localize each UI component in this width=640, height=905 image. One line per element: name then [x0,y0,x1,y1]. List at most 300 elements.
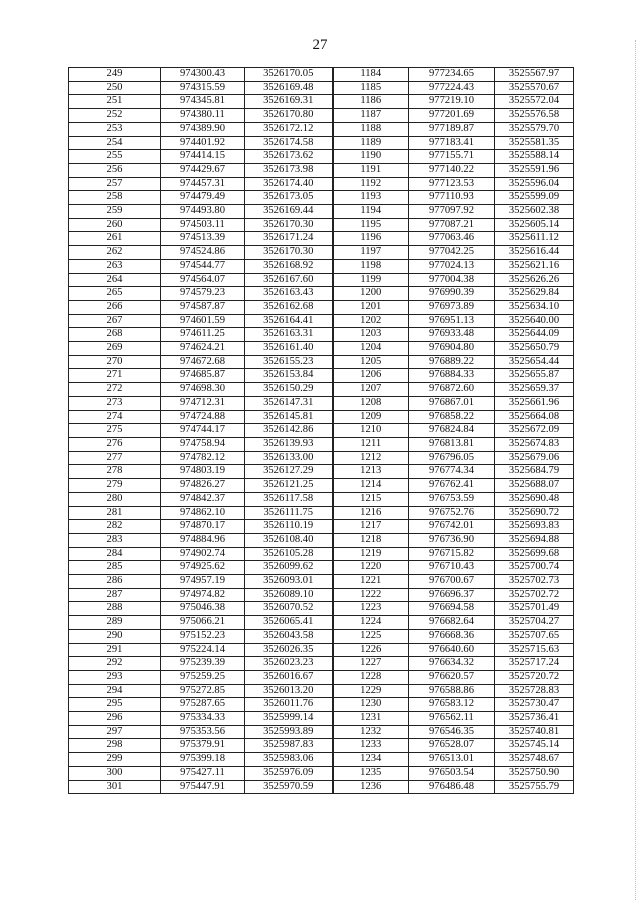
table-cell-y-coordinate: 3526117.58 [245,492,333,506]
table-cell-x-coordinate: 974870.17 [161,520,245,534]
table-cell-y-coordinate: 3525591.96 [495,163,574,177]
table-cell-x-coordinate: 974672.68 [161,355,245,369]
table-cell-y-coordinate: 3525629.84 [495,287,574,301]
table-row [69,342,574,356]
table-row [69,739,574,753]
table-cell-point-number: 1221 [333,575,409,589]
table-cell-point-number: 1192 [333,177,409,191]
table-cell-point-number: 264 [69,273,161,287]
page-number: 27 [312,37,328,53]
table-row [69,451,574,465]
table-cell-x-coordinate: 976710.43 [409,561,495,575]
table-cell-x-coordinate: 974698.30 [161,383,245,397]
table-cell-x-coordinate: 974587.87 [161,300,245,314]
table-cell-point-number: 277 [69,451,161,465]
table-cell-point-number: 1226 [333,643,409,657]
table-cell-point-number: 271 [69,369,161,383]
table-cell-y-coordinate: 3525664.08 [495,410,574,424]
table-row [69,95,574,109]
table-row [69,479,574,493]
table-cell-point-number: 280 [69,492,161,506]
table-cell-point-number: 298 [69,739,161,753]
table-cell-point-number: 268 [69,328,161,342]
table-cell-y-coordinate: 3526153.84 [245,369,333,383]
table-cell-y-coordinate: 3526011.76 [245,698,333,712]
table-cell-y-coordinate: 3526163.31 [245,328,333,342]
table-cell-point-number: 1194 [333,205,409,219]
table-cell-y-coordinate: 3526162.68 [245,300,333,314]
table-cell-y-coordinate: 3525611.12 [495,232,574,246]
table-cell-x-coordinate: 977110.93 [409,191,495,205]
table-cell-point-number: 284 [69,547,161,561]
table-row [69,520,574,534]
table-cell-y-coordinate: 3526121.25 [245,479,333,493]
table-cell-y-coordinate: 3526164.41 [245,314,333,328]
table-cell-point-number: 1223 [333,602,409,616]
table-cell-x-coordinate: 976904.80 [409,342,495,356]
table-cell-x-coordinate: 974457.31 [161,177,245,191]
table-cell-point-number: 258 [69,191,161,205]
table-cell-y-coordinate: 3525736.41 [495,712,574,726]
table-cell-x-coordinate: 977063.46 [409,232,495,246]
table-cell-y-coordinate: 3526171.24 [245,232,333,246]
table-cell-y-coordinate: 3526127.29 [245,465,333,479]
table-cell-x-coordinate: 975287.65 [161,698,245,712]
scan-edge-marks [632,40,636,900]
table-cell-x-coordinate: 974300.43 [161,68,245,82]
table-cell-point-number: 1185 [333,81,409,95]
table-cell-y-coordinate: 3525640.00 [495,314,574,328]
table-cell-point-number: 1225 [333,629,409,643]
table-cell-point-number: 1199 [333,273,409,287]
table-cell-point-number: 1189 [333,136,409,150]
table-row [69,328,574,342]
table-cell-point-number: 296 [69,712,161,726]
table-cell-y-coordinate: 3526173.98 [245,163,333,177]
table-cell-y-coordinate: 3525999.14 [245,712,333,726]
table-cell-x-coordinate: 975379.91 [161,739,245,753]
table-cell-x-coordinate: 975066.21 [161,616,245,630]
table-cell-point-number: 1204 [333,342,409,356]
table-cell-point-number: 1231 [333,712,409,726]
table-row [69,753,574,767]
table-cell-x-coordinate: 976753.59 [409,492,495,506]
table-cell-point-number: 279 [69,479,161,493]
table-cell-y-coordinate: 3526174.40 [245,177,333,191]
table-row [69,533,574,547]
table-cell-y-coordinate: 3525659.37 [495,383,574,397]
table-row [69,629,574,643]
table-cell-y-coordinate: 3525730.47 [495,698,574,712]
table-cell-y-coordinate: 3526108.40 [245,533,333,547]
table-cell-y-coordinate: 3526145.81 [245,410,333,424]
table-cell-x-coordinate: 977140.22 [409,163,495,177]
table-cell-x-coordinate: 976796.05 [409,451,495,465]
table-cell-y-coordinate: 3526161.40 [245,342,333,356]
table-cell-point-number: 286 [69,575,161,589]
table-row [69,780,574,794]
table-cell-x-coordinate: 977087.21 [409,218,495,232]
table-cell-x-coordinate: 974564.07 [161,273,245,287]
table-cell-x-coordinate: 976682.64 [409,616,495,630]
table-cell-point-number: 269 [69,342,161,356]
table-cell-point-number: 292 [69,657,161,671]
table-row [69,150,574,164]
table-cell-y-coordinate: 3525694.88 [495,533,574,547]
table-cell-point-number: 1202 [333,314,409,328]
table-cell-y-coordinate: 3525570.67 [495,81,574,95]
table-cell-y-coordinate: 3525634.10 [495,300,574,314]
table-row [69,383,574,397]
table-cell-y-coordinate: 3526150.29 [245,383,333,397]
table-cell-x-coordinate: 976503.54 [409,766,495,780]
table-cell-point-number: 1200 [333,287,409,301]
table-cell-x-coordinate: 977219.10 [409,95,495,109]
table-cell-point-number: 285 [69,561,161,575]
table-cell-point-number: 1233 [333,739,409,753]
table-cell-y-coordinate: 3525679.06 [495,451,574,465]
table-row [69,547,574,561]
table-cell-y-coordinate: 3525748.67 [495,753,574,767]
table-row [69,698,574,712]
table-row [69,561,574,575]
table-cell-point-number: 261 [69,232,161,246]
table-cell-x-coordinate: 974974.82 [161,588,245,602]
table-cell-point-number: 1213 [333,465,409,479]
table-cell-y-coordinate: 3525672.09 [495,424,574,438]
table-cell-point-number: 1230 [333,698,409,712]
table-row [69,424,574,438]
table-cell-y-coordinate: 3526169.44 [245,205,333,219]
table-cell-x-coordinate: 974803.19 [161,465,245,479]
table-cell-point-number: 250 [69,81,161,95]
table-cell-x-coordinate: 976528.07 [409,739,495,753]
table-cell-y-coordinate: 3526173.05 [245,191,333,205]
table-cell-y-coordinate: 3525576.58 [495,109,574,123]
table-cell-y-coordinate: 3525702.72 [495,588,574,602]
table-row [69,109,574,123]
table-row [69,725,574,739]
coordinates-table-body [69,68,574,794]
table-cell-x-coordinate: 976620.57 [409,670,495,684]
table-cell-point-number: 1207 [333,383,409,397]
table-row [69,712,574,726]
table-cell-point-number: 254 [69,136,161,150]
table-cell-point-number: 283 [69,533,161,547]
table-cell-point-number: 1195 [333,218,409,232]
table-cell-point-number: 251 [69,95,161,109]
table-cell-point-number: 1232 [333,725,409,739]
table-cell-y-coordinate: 3526110.19 [245,520,333,534]
table-row [69,575,574,589]
table-cell-x-coordinate: 974401.92 [161,136,245,150]
table-cell-x-coordinate: 974712.31 [161,396,245,410]
table-cell-point-number: 281 [69,506,161,520]
table-cell-point-number: 1216 [333,506,409,520]
table-cell-point-number: 260 [69,218,161,232]
table-cell-y-coordinate: 3525674.83 [495,437,574,451]
table-cell-point-number: 1215 [333,492,409,506]
table-row [69,273,574,287]
table-cell-y-coordinate: 3526133.00 [245,451,333,465]
table-cell-x-coordinate: 975152.23 [161,629,245,643]
table-cell-x-coordinate: 974957.19 [161,575,245,589]
table-row [69,410,574,424]
table-cell-y-coordinate: 3526142.86 [245,424,333,438]
table-cell-point-number: 1203 [333,328,409,342]
table-cell-y-coordinate: 3526169.48 [245,81,333,95]
table-cell-point-number: 253 [69,122,161,136]
table-cell-point-number: 293 [69,670,161,684]
table-cell-point-number: 259 [69,205,161,219]
table-cell-point-number: 1220 [333,561,409,575]
table-cell-x-coordinate: 977189.87 [409,122,495,136]
table-cell-x-coordinate: 976694.58 [409,602,495,616]
table-cell-x-coordinate: 977224.43 [409,81,495,95]
table-cell-y-coordinate: 3526170.30 [245,246,333,260]
table-row [69,191,574,205]
table-cell-x-coordinate: 977024.13 [409,259,495,273]
table-cell-point-number: 1218 [333,533,409,547]
table-cell-y-coordinate: 3525579.70 [495,122,574,136]
table-cell-point-number: 273 [69,396,161,410]
table-row [69,369,574,383]
table-cell-x-coordinate: 976696.37 [409,588,495,602]
table-cell-point-number: 1196 [333,232,409,246]
table-row [69,81,574,95]
table-cell-point-number: 290 [69,629,161,643]
table-cell-y-coordinate: 3525621.16 [495,259,574,273]
table-cell-x-coordinate: 974884.96 [161,533,245,547]
table-cell-point-number: 294 [69,684,161,698]
table-cell-point-number: 291 [69,643,161,657]
table-cell-x-coordinate: 974842.37 [161,492,245,506]
table-row [69,684,574,698]
table-cell-point-number: 1234 [333,753,409,767]
table-cell-y-coordinate: 3526089.10 [245,588,333,602]
table-cell-y-coordinate: 3525704.27 [495,616,574,630]
table-cell-x-coordinate: 975224.14 [161,643,245,657]
table-row [69,643,574,657]
table-cell-x-coordinate: 976884.33 [409,369,495,383]
table-cell-x-coordinate: 974493.80 [161,205,245,219]
table-cell-y-coordinate: 3526169.31 [245,95,333,109]
table-cell-x-coordinate: 974724.88 [161,410,245,424]
table-cell-point-number: 256 [69,163,161,177]
table-cell-point-number: 1211 [333,437,409,451]
table-row [69,465,574,479]
table-cell-point-number: 267 [69,314,161,328]
table-cell-x-coordinate: 976889.22 [409,355,495,369]
table-cell-y-coordinate: 3525588.14 [495,150,574,164]
table-cell-x-coordinate: 976973.89 [409,300,495,314]
table-row [69,602,574,616]
table-cell-y-coordinate: 3525661.96 [495,396,574,410]
table-cell-x-coordinate: 974414.15 [161,150,245,164]
table-cell-point-number: 287 [69,588,161,602]
table-cell-x-coordinate: 975046.38 [161,602,245,616]
table-row [69,218,574,232]
table-cell-point-number: 1235 [333,766,409,780]
table-row [69,588,574,602]
table-row [69,232,574,246]
table-cell-y-coordinate: 3525702.73 [495,575,574,589]
table-cell-x-coordinate: 976951.13 [409,314,495,328]
table-cell-y-coordinate: 3526111.75 [245,506,333,520]
table-cell-y-coordinate: 3525684.79 [495,465,574,479]
table-row [69,355,574,369]
table-cell-point-number: 262 [69,246,161,260]
table-cell-y-coordinate: 3525602.38 [495,205,574,219]
table-cell-y-coordinate: 3525626.26 [495,273,574,287]
table-cell-point-number: 1229 [333,684,409,698]
table-cell-x-coordinate: 976813.81 [409,437,495,451]
table-cell-y-coordinate: 3525701.49 [495,602,574,616]
table-cell-x-coordinate: 976546.35 [409,725,495,739]
table-cell-y-coordinate: 3525690.48 [495,492,574,506]
table-cell-point-number: 252 [69,109,161,123]
table-cell-y-coordinate: 3526170.05 [245,68,333,82]
table-cell-x-coordinate: 977004.38 [409,273,495,287]
table-cell-point-number: 1214 [333,479,409,493]
table-cell-x-coordinate: 974862.10 [161,506,245,520]
table-cell-point-number: 299 [69,753,161,767]
table-cell-x-coordinate: 975399.18 [161,753,245,767]
table-cell-x-coordinate: 975427.11 [161,766,245,780]
table-cell-y-coordinate: 3526172.12 [245,122,333,136]
table-row [69,246,574,260]
table-cell-point-number: 255 [69,150,161,164]
table-cell-y-coordinate: 3526023.23 [245,657,333,671]
table-row [69,766,574,780]
table-row [69,163,574,177]
table-cell-y-coordinate: 3525970.59 [245,780,333,794]
table-cell-y-coordinate: 3526174.58 [245,136,333,150]
table-cell-y-coordinate: 3525715.63 [495,643,574,657]
table-cell-point-number: 1191 [333,163,409,177]
table-row [69,437,574,451]
table-cell-point-number: 1228 [333,670,409,684]
table-cell-point-number: 1236 [333,780,409,794]
table-cell-x-coordinate: 976486.48 [409,780,495,794]
table-cell-x-coordinate: 974826.27 [161,479,245,493]
table-cell-x-coordinate: 976736.90 [409,533,495,547]
table-cell-x-coordinate: 976513.01 [409,753,495,767]
table-cell-y-coordinate: 3525745.14 [495,739,574,753]
table-cell-x-coordinate: 977183.41 [409,136,495,150]
table-cell-y-coordinate: 3526065.41 [245,616,333,630]
table-cell-y-coordinate: 3526173.62 [245,150,333,164]
table-cell-x-coordinate: 976700.67 [409,575,495,589]
table-cell-x-coordinate: 977201.69 [409,109,495,123]
table-cell-point-number: 301 [69,780,161,794]
table-cell-y-coordinate: 3526155.23 [245,355,333,369]
table-cell-point-number: 300 [69,766,161,780]
table-cell-y-coordinate: 3525976.09 [245,766,333,780]
table-cell-y-coordinate: 3525690.72 [495,506,574,520]
table-cell-x-coordinate: 974380.11 [161,109,245,123]
table-cell-x-coordinate: 976858.22 [409,410,495,424]
table-cell-y-coordinate: 3525596.04 [495,177,574,191]
table-cell-point-number: 1184 [333,68,409,82]
table-cell-x-coordinate: 974544.77 [161,259,245,273]
table-cell-y-coordinate: 3525572.04 [495,95,574,109]
table-cell-y-coordinate: 3525655.87 [495,369,574,383]
table-cell-point-number: 1205 [333,355,409,369]
table-cell-point-number: 1222 [333,588,409,602]
table-cell-point-number: 1201 [333,300,409,314]
table-row [69,314,574,328]
table-cell-x-coordinate: 976762.41 [409,479,495,493]
table-cell-y-coordinate: 3526105.28 [245,547,333,561]
table-cell-x-coordinate: 977097.92 [409,205,495,219]
table-cell-x-coordinate: 976752.76 [409,506,495,520]
table-row [69,122,574,136]
table-cell-x-coordinate: 976634.32 [409,657,495,671]
table-cell-x-coordinate: 976774.34 [409,465,495,479]
table-cell-point-number: 266 [69,300,161,314]
table-cell-x-coordinate: 974758.94 [161,437,245,451]
table-row [69,506,574,520]
table-cell-point-number: 274 [69,410,161,424]
table-cell-point-number: 1197 [333,246,409,260]
coordinates-table [68,67,574,794]
table-cell-point-number: 1219 [333,547,409,561]
table-cell-x-coordinate: 974503.11 [161,218,245,232]
table-row [69,300,574,314]
table-cell-x-coordinate: 976872.60 [409,383,495,397]
table-cell-y-coordinate: 3526170.30 [245,218,333,232]
table-cell-point-number: 1210 [333,424,409,438]
table-cell-x-coordinate: 974345.81 [161,95,245,109]
table-row [69,205,574,219]
table-cell-y-coordinate: 3525567.97 [495,68,574,82]
table-cell-y-coordinate: 3525581.35 [495,136,574,150]
table-cell-x-coordinate: 976640.60 [409,643,495,657]
table-row [69,670,574,684]
table-cell-y-coordinate: 3525650.79 [495,342,574,356]
table-cell-x-coordinate: 976990.39 [409,287,495,301]
table-cell-x-coordinate: 974685.87 [161,369,245,383]
table-cell-y-coordinate: 3526099.62 [245,561,333,575]
table-cell-x-coordinate: 974611.25 [161,328,245,342]
table-cell-x-coordinate: 974389.90 [161,122,245,136]
table-cell-y-coordinate: 3526016.67 [245,670,333,684]
table-cell-y-coordinate: 3525605.14 [495,218,574,232]
table-cell-point-number: 288 [69,602,161,616]
table-cell-point-number: 1190 [333,150,409,164]
table-cell-point-number: 263 [69,259,161,273]
table-cell-point-number: 1209 [333,410,409,424]
table-cell-x-coordinate: 976867.01 [409,396,495,410]
table-cell-x-coordinate: 976824.84 [409,424,495,438]
table-cell-point-number: 1224 [333,616,409,630]
table-cell-x-coordinate: 974925.62 [161,561,245,575]
table-cell-x-coordinate: 976588.86 [409,684,495,698]
table-row [69,259,574,273]
table-cell-point-number: 1198 [333,259,409,273]
table-cell-point-number: 297 [69,725,161,739]
table-cell-point-number: 278 [69,465,161,479]
table-cell-point-number: 1206 [333,369,409,383]
table-cell-point-number: 1188 [333,122,409,136]
table-cell-y-coordinate: 3525688.07 [495,479,574,493]
table-cell-y-coordinate: 3526167.60 [245,273,333,287]
table-cell-x-coordinate: 975334.33 [161,712,245,726]
table-cell-y-coordinate: 3525654.44 [495,355,574,369]
table-cell-y-coordinate: 3526139.93 [245,437,333,451]
table-cell-y-coordinate: 3525599.09 [495,191,574,205]
